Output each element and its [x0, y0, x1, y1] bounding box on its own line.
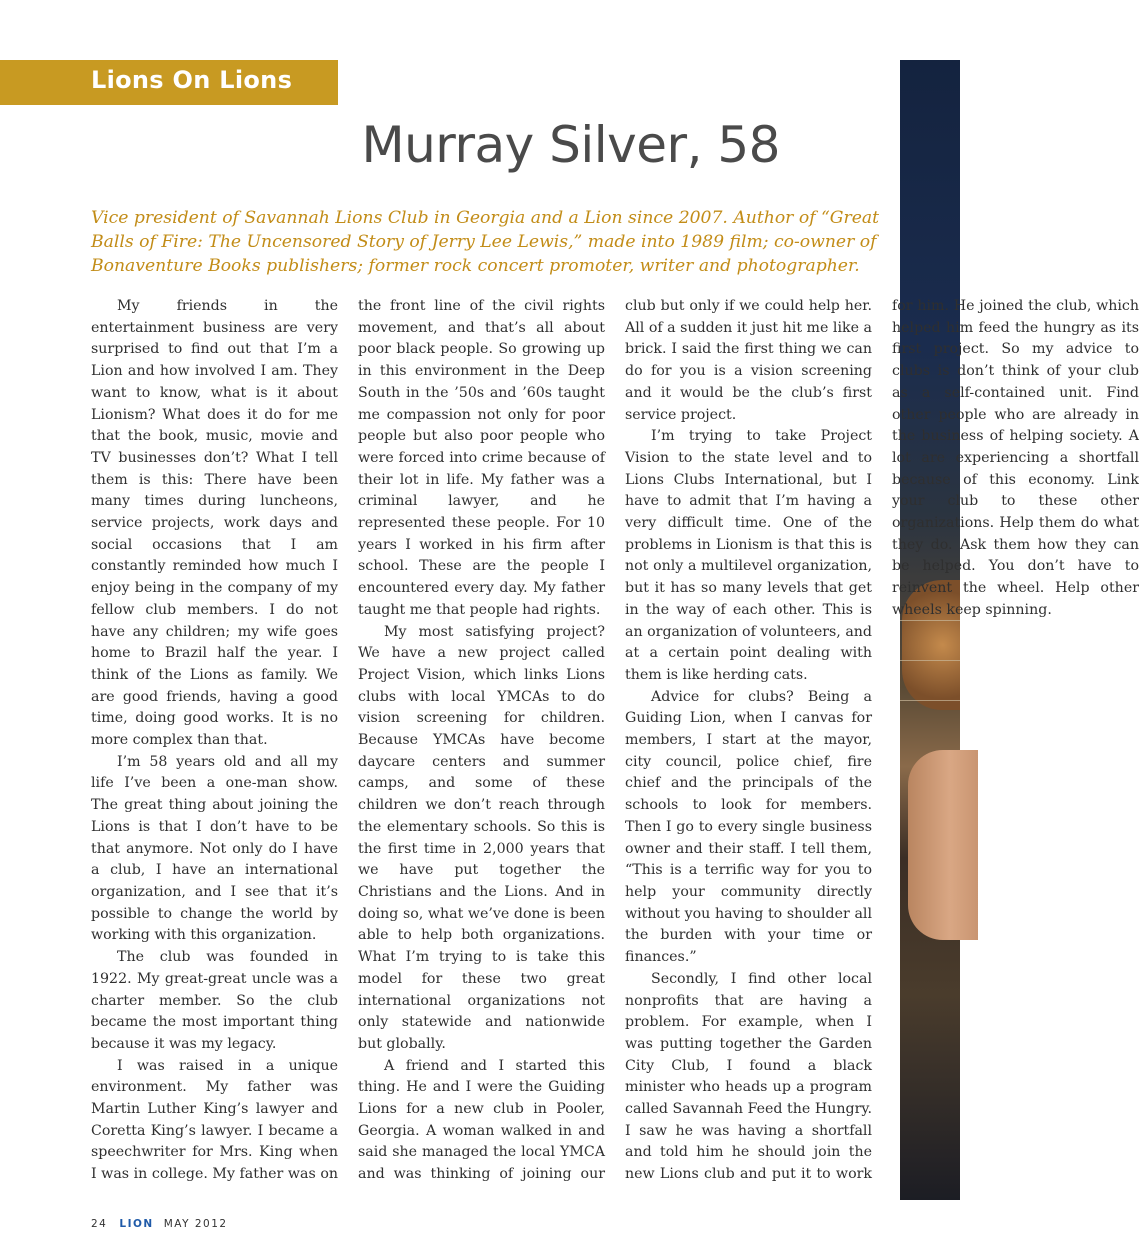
paragraph: I was raised in a unique environment. My father was Martin Luther King’s lawyer and Coretta King’s lawyer. I became a speechwriter for Mrs. King when I was in college. My father was on the front line of the civil rights movement, and that’s all about poor black people. So growing up in this environment in the Deep South in the ’50s and ’60s taught me compassion not only for poor people but also poor people who were forced into crime because of their lot in life. My father was a criminal lawyer, and he represented these people. For 10 years I worked in his firm after school. These are the people I encountered every day. My father taught me that people had rights. [91, 298, 605, 1183]
paragraph: Secondly, I find other local nonprofits that are having a problem. For example, when I was putting together the Garden City Club, I found a black minister who heads up a program called Savannah Feed the Hungry. I saw he was having a shortfall and told him he should join the new Lions club and put it to work for him. He joined the club, which helped him feed the hungry as its first project. So my advice to clubs is don’t think of your club as a self-contained unit. Find other people who are already in the business of helping society. A lot are experiencing a shortfall because of this economy. Link your club to these other organizations. Help them do what they do. Ask them how they can be helped. You don’t have to reinvent the wheel. Help other wheels keep spinning. [625, 298, 1139, 1183]
portrait-photo [900, 60, 960, 1200]
page-footer [91, 1218, 228, 1230]
article-body [91, 296, 1139, 1190]
paragraph: The club was founded in 1922. My great-great uncle was a charter member. So the club became the most important thing because it was my legacy. [91, 949, 338, 1052]
issue-date: MAY 2012 [163, 1218, 228, 1230]
paragraph: My friends in the entertainment business are very surprised to find out that I’m a Lion and how involved I am. They want to know, what is it about Lionism? What does it do for me that the book, music, movie and TV businesses don’t? What I tell them is this: There have been many times during luncheons, service projects, work days and social occasions that I am constantly reminded how much I enjoy being in the company of my fellow club members. I do not have any children; my wife goes home to Brazil half the year. I think of the Lions as family. We are good friends, having a good time, doing good works. It is no more complex than that. [91, 298, 338, 749]
paragraph: I’m trying to take Project Vision to the state level and to Lions Clubs International, but I have to admit that I’m having a very difficult time. One of the problems in Lionism is that this is not only a multilevel organization, but it has so many levels that get in the way of each other. This is an organization of volunteers, and at a certain point dealing with them is like herding cats. [625, 428, 872, 683]
hand-shape [908, 750, 978, 940]
paragraph: My most satisfying project? We have a new project called Project Vision, which links Lions clubs with local YMCAs to do vision screening for children. Because YMCAs have become daycare centers and summer camps, and some of these children we don’t reach through the elementary schools. So this is the first time in 2,000 years that we have put together the Christians and the Lions. And in doing so, what we’ve done is been able to help both organizations. What I’m trying to is take this model for these two great international organizations not only statewide and nationwide but globally. [358, 623, 605, 1052]
paragraph: A friend and I started this thing. He and I were the Guiding Lions for a new club in Pooler, Georgia. A woman walked in and said she managed the local YMCA and was thinking of joining our club but only if we could help her. All of a sudden it just hit me like a brick. I said the first thing we can do for you is a vision screening and it would be the club’s first service project. [358, 298, 872, 1183]
headline: Murray Silver, 58 [361, 116, 780, 174]
section-banner [0, 60, 338, 105]
subtitle: Vice president of Savannah Lions Club in Georgia and a Lion since 2007. Author of “Great Balls of Fire: The Uncensored Story of Jerry Lee Lewis,” made into 1989 film; co-owner of Bonaventure Books publishers; former rock concert promoter, writer and photographer. [91, 208, 880, 276]
section-banner-label: Lions On Lions [91, 66, 293, 94]
paragraph: Advice for clubs? Being a Guiding Lion, when I canvas for members, I start at the mayor, city council, police chief, fire chief and the principals of the schools to look for members. Then I go to every single business owner and their staff. I tell them, “This is a terrific way for you to help your community directly without you having to shoulder all the burden with your time or finances.” [625, 688, 872, 966]
paragraph: I’m 58 years old and all my life I’ve been a one-man show. The great thing about joining the Lions is that I don’t have to be that anymore. Not only do I have a club, I have an international organization, and I see that it’s possible to change the world by working with this organization. [91, 753, 338, 944]
magazine-name: LION [119, 1218, 154, 1230]
page-number: 24 [91, 1218, 108, 1230]
